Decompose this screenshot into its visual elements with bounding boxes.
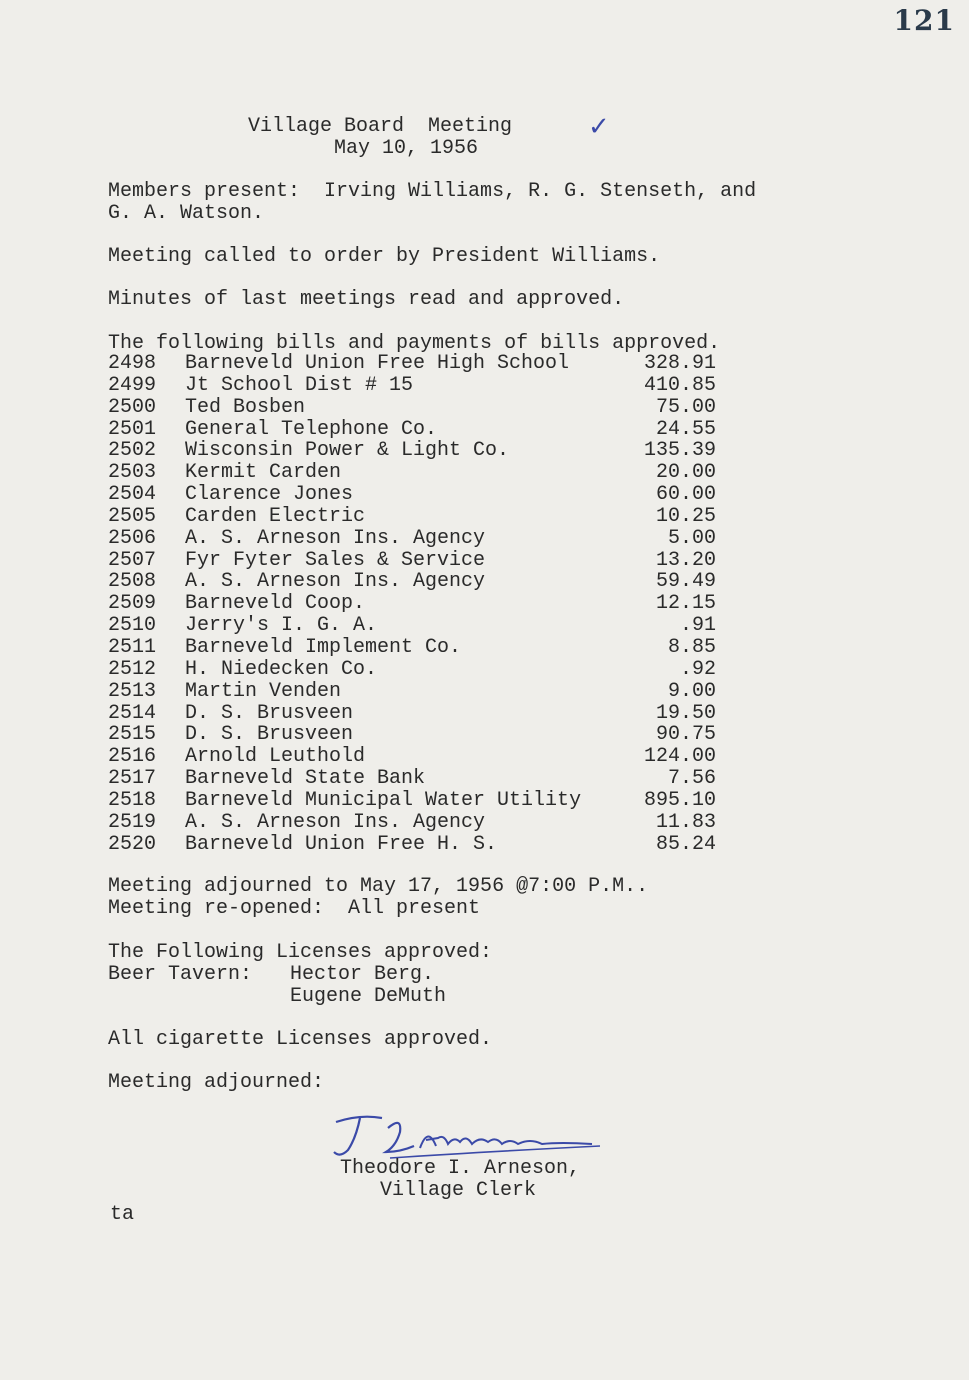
bill-row	[108, 440, 728, 462]
bill-number: 2506	[108, 526, 157, 550]
bill-amount: 328.91	[643, 352, 716, 375]
bill-payee: D. S. Brusveen	[185, 723, 354, 747]
bill-number: 2503	[108, 461, 157, 485]
bill-row	[108, 659, 728, 681]
bill-number: 2516	[108, 745, 157, 769]
bill-payee: Clarence Jones	[185, 483, 354, 507]
bill-row	[108, 375, 728, 397]
bill-amount: 90.75	[655, 723, 716, 747]
bill-row	[108, 812, 728, 834]
typist-initials: ta	[110, 1203, 135, 1226]
bill-payee: Carden Electric	[185, 504, 366, 528]
bill-number: 2502	[108, 439, 157, 463]
members-line-2: G. A. Watson.	[108, 202, 265, 225]
bill-row	[108, 615, 728, 637]
bill-payee: Wisconsin Power & Light Co.	[185, 439, 510, 463]
bill-payee: D. S. Brusveen	[185, 701, 354, 725]
bill-number: 2501	[108, 417, 157, 441]
bill-amount: 85.24	[655, 832, 716, 856]
bill-number: 2500	[108, 395, 157, 419]
meeting-reopened: Meeting re-opened: All present	[108, 897, 481, 920]
bill-payee: Jerry's I. G. A.	[185, 614, 378, 638]
bill-payee: A. S. Arneson Ins. Agency	[185, 570, 486, 594]
bill-payee: Fyr Fyter Sales & Service	[185, 548, 486, 572]
called-to-order: Meeting called to order by President Williams.	[108, 245, 661, 268]
beer-tavern-licensee-2: Eugene DeMuth	[290, 985, 447, 1008]
beer-tavern-label: Beer Tavern:	[108, 963, 253, 986]
bill-row	[108, 484, 728, 506]
bill-payee: Jt School Dist # 15	[185, 373, 414, 397]
bill-payee: Barneveld State Bank	[185, 767, 426, 791]
minutes-approved: Minutes of last meetings read and approved.	[108, 288, 625, 311]
bill-number: 2505	[108, 504, 157, 528]
bill-amount: 11.83	[655, 810, 716, 834]
bills-intro: The following bills and payments of bills approved.	[108, 332, 721, 355]
bill-number: 2513	[108, 679, 157, 703]
bill-amount: 24.55	[655, 417, 716, 441]
bill-number: 2514	[108, 701, 157, 725]
bill-number: 2507	[108, 548, 157, 572]
signature-title: Village Clerk	[380, 1179, 537, 1202]
bill-amount: 7.56	[667, 767, 716, 791]
bill-number: 2512	[108, 657, 157, 681]
bill-row	[108, 681, 728, 703]
bill-amount: .91	[679, 614, 716, 638]
meeting-adjourned: Meeting adjourned:	[108, 1071, 325, 1094]
beer-tavern-licensee-1: Hector Berg.	[290, 963, 435, 986]
bill-row	[108, 637, 728, 659]
bill-amount: 13.20	[655, 548, 716, 572]
bill-number: 2498	[108, 352, 157, 375]
cigarette-licenses: All cigarette Licenses approved.	[108, 1028, 493, 1051]
bill-amount: 895.10	[643, 788, 716, 812]
bill-payee: Martin Venden	[185, 679, 342, 703]
bill-payee: Ted Bosben	[185, 395, 306, 419]
bill-row	[108, 571, 728, 593]
bill-payee: General Telephone Co.	[185, 417, 438, 441]
bill-payee: Barneveld Union Free H. S.	[185, 832, 498, 856]
bill-row	[108, 506, 728, 528]
bill-payee: Kermit Carden	[185, 461, 342, 485]
bill-row	[108, 353, 728, 375]
bill-number: 2519	[108, 810, 157, 834]
meeting-adjourned-to: Meeting adjourned to May 17, 1956 @7:00 P.M..	[108, 875, 649, 898]
bill-row	[108, 790, 728, 812]
bill-amount: 5.00	[667, 526, 716, 550]
page-number: 121	[893, 4, 955, 37]
bill-row	[108, 593, 728, 615]
bills-table	[108, 353, 728, 855]
bill-row	[108, 834, 728, 856]
bill-amount: 12.15	[655, 592, 716, 616]
bill-payee: A. S. Arneson Ins. Agency	[185, 810, 486, 834]
bill-amount: 8.85	[667, 635, 716, 659]
bill-payee: A. S. Arneson Ins. Agency	[185, 526, 486, 550]
bill-row	[108, 746, 728, 768]
bill-number: 2518	[108, 788, 157, 812]
bill-number: 2510	[108, 614, 157, 638]
bill-number: 2508	[108, 570, 157, 594]
bill-payee: Arnold Leuthold	[185, 745, 366, 769]
bill-amount: .92	[679, 657, 716, 681]
bill-number: 2499	[108, 373, 157, 397]
members-line-1: Members present: Irving Williams, R. G. Stenseth, and	[108, 180, 757, 203]
bill-amount: 60.00	[655, 483, 716, 507]
bill-payee: Barneveld Implement Co.	[185, 635, 462, 659]
meeting-title: Village Board Meeting	[247, 115, 513, 138]
bill-amount: 9.00	[667, 679, 716, 703]
licenses-intro: The Following Licenses approved:	[108, 941, 493, 964]
bill-number: 2517	[108, 767, 157, 791]
bill-payee: H. Niedecken Co.	[185, 657, 378, 681]
bill-row	[108, 397, 728, 419]
signature-name: Theodore I. Arneson,	[340, 1157, 581, 1180]
bill-number: 2504	[108, 483, 157, 507]
bill-amount: 59.49	[655, 570, 716, 594]
bill-payee: Barneveld Union Free High School	[185, 352, 570, 375]
bill-row	[108, 724, 728, 746]
bill-number: 2511	[108, 635, 157, 659]
bill-payee: Barneveld Municipal Water Utility	[185, 788, 582, 812]
bill-amount: 410.85	[643, 373, 716, 397]
bill-row	[108, 462, 728, 484]
bill-amount: 10.25	[655, 504, 716, 528]
bill-amount: 19.50	[655, 701, 716, 725]
bill-row	[108, 419, 728, 441]
bill-row	[108, 703, 728, 725]
bill-number: 2520	[108, 832, 157, 856]
bill-amount: 75.00	[655, 395, 716, 419]
bill-amount: 20.00	[655, 461, 716, 485]
bill-amount: 135.39	[643, 439, 716, 463]
bill-row	[108, 768, 728, 790]
bill-payee: Barneveld Coop.	[185, 592, 366, 616]
bill-number: 2509	[108, 592, 157, 616]
bill-row	[108, 528, 728, 550]
check-mark-icon: ✓	[588, 112, 610, 142]
bill-row	[108, 550, 728, 572]
bill-number: 2515	[108, 723, 157, 747]
meeting-date: May 10, 1956	[333, 137, 479, 160]
bill-amount: 124.00	[643, 745, 716, 769]
